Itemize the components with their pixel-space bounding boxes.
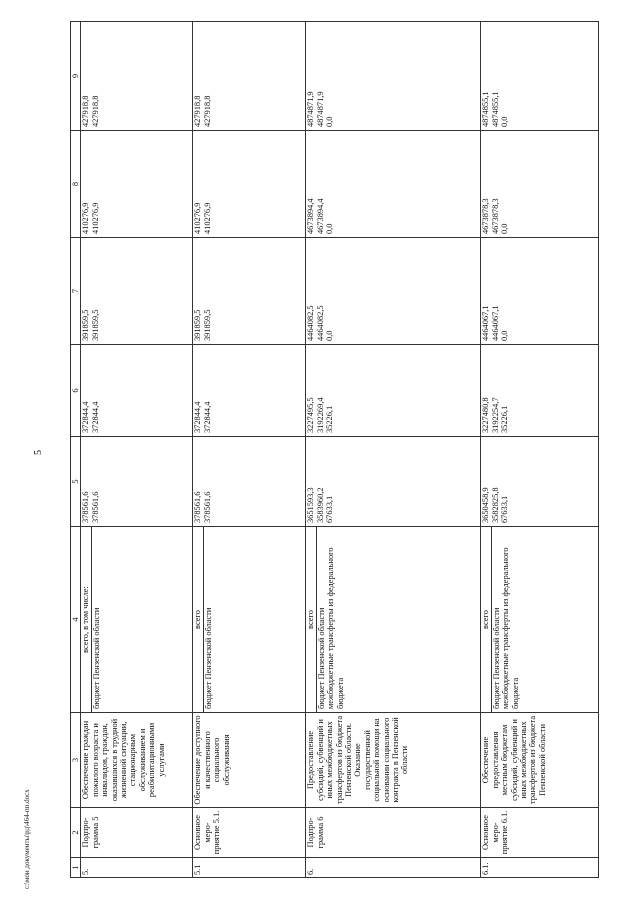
value-line: 4673878,3 xyxy=(490,198,500,234)
funding-source-label: бюджет Пензенской области xyxy=(316,607,326,709)
value-line: 35226,1 xyxy=(325,405,335,433)
budget-table xyxy=(70,21,599,878)
table-row xyxy=(193,22,306,878)
value-line: 372844,4 xyxy=(81,401,91,433)
value-line: 378561,6 xyxy=(193,491,203,523)
value-line: 4874871,9 xyxy=(315,91,325,127)
funding-source-label: межбюджетные трансферты из федерального бюджета xyxy=(501,547,520,709)
value-line: 410276,9 xyxy=(202,202,212,234)
value-line: 3650458,9 xyxy=(481,487,491,523)
value-line: 4464067,1 xyxy=(490,305,500,341)
value-cell xyxy=(481,238,599,345)
rotated-table-wrapper xyxy=(70,22,575,878)
value-line: 0,0 xyxy=(325,330,335,341)
value-cell xyxy=(81,131,193,238)
program-name-cell: Предоставление субсидий, субвенций и иных межбюджетных трансфертов из бюджета Пензенской области. Оказание государственной социальной помощи на основании социального контракта в Пензенской области xyxy=(306,713,481,808)
value-line: 427918,8 xyxy=(193,95,203,127)
value-cell xyxy=(81,238,193,345)
value-line: 4874871,9 xyxy=(306,91,316,127)
table-row xyxy=(481,22,599,878)
funding-source-cell xyxy=(193,527,306,713)
value-cell xyxy=(193,131,306,238)
value-line: 410276,9 xyxy=(90,202,100,234)
value-line: 3227480,8 xyxy=(481,397,491,433)
table-row xyxy=(306,22,481,878)
value-cell xyxy=(193,238,306,345)
program-type-cell: Основное меро-приятие 6.1. xyxy=(481,808,599,858)
value-line: 3227495,5 xyxy=(306,397,316,433)
value-line: 35226,1 xyxy=(500,405,510,433)
row-number-cell: 5.1 xyxy=(193,858,306,878)
funding-source-label: межбюджетные трансферты из федерального бюджета xyxy=(326,547,345,709)
program-name-cell: Обеспечение предоставления местным бюджетам субсидий, субвенций и иных межбюджетных трансфертов из бюджета Пензенской области xyxy=(481,713,599,808)
header-cell: 2 xyxy=(71,808,81,858)
value-cell xyxy=(81,22,193,131)
program-type-cell: Подпро-грамма 5 xyxy=(81,808,193,858)
header-row xyxy=(71,22,81,878)
funding-source-label: всего xyxy=(193,527,203,712)
value-cell xyxy=(481,437,599,527)
header-cell: 8 xyxy=(71,131,81,238)
table-row xyxy=(81,22,193,878)
row-number-cell: 6.1. xyxy=(481,858,599,878)
value-line: 4673894,4 xyxy=(306,198,316,234)
value-line: 391859,5 xyxy=(202,309,212,341)
value-cell xyxy=(306,238,481,345)
program-type-cell: Основное меро-приятие 5.1. xyxy=(193,808,306,858)
value-line: 372844,4 xyxy=(202,401,212,433)
header-cell: 7 xyxy=(71,238,81,345)
value-line: 372844,4 xyxy=(193,401,203,433)
value-line: 4464082,5 xyxy=(315,305,325,341)
header-cell: 6 xyxy=(71,345,81,437)
value-line: 427918,8 xyxy=(90,95,100,127)
page-number: 5 xyxy=(33,450,44,455)
file-path-footer: c:\мои документы\рд\464-пп.docx xyxy=(23,789,31,889)
value-cell xyxy=(481,131,599,238)
funding-source-label: бюджет Пензенской области xyxy=(203,607,213,709)
value-line: 3192254,7 xyxy=(490,397,500,433)
value-line: 410276,9 xyxy=(193,202,203,234)
header-cell: 3 xyxy=(71,713,81,808)
funding-source-cell xyxy=(306,527,481,713)
value-line: 427918,8 xyxy=(81,95,91,127)
value-line: 427918,8 xyxy=(202,95,212,127)
value-line: 391859,5 xyxy=(90,309,100,341)
funding-source-cell xyxy=(481,527,599,713)
value-line: 3582825,8 xyxy=(490,487,500,523)
program-name-cell: Обеспечение доступного и качественного социального обслуживания xyxy=(193,713,306,808)
value-cell xyxy=(306,131,481,238)
funding-source-label: бюджет Пензенской области xyxy=(91,607,101,709)
value-line: 0,0 xyxy=(500,116,510,127)
value-cell xyxy=(193,345,306,437)
value-cell xyxy=(306,345,481,437)
program-type-cell: Подпро-грамма 6 xyxy=(306,808,481,858)
value-line: 4874855,1 xyxy=(481,91,491,127)
value-line: 3583960,2 xyxy=(315,487,325,523)
value-line: 4464067,1 xyxy=(481,305,491,341)
value-cell xyxy=(81,345,193,437)
value-line: 0,0 xyxy=(500,330,510,341)
row-number-cell: 6. xyxy=(306,858,481,878)
value-cell xyxy=(81,437,193,527)
funding-source-label: бюджет Пензенской области xyxy=(491,607,501,709)
funding-source-label: всего xyxy=(481,527,491,712)
value-line: 4673894,4 xyxy=(315,198,325,234)
value-line: 391859,5 xyxy=(193,309,203,341)
value-line: 372844,4 xyxy=(90,401,100,433)
funding-source-label: всего, в том числе: xyxy=(81,527,91,712)
value-cell xyxy=(193,22,306,131)
program-name-cell: Обеспечение граждан пожилого возраста и инвалидов, граждан, оказавшихся в трудной жизненной ситуации, стационарным обслуживанием и реабилитационными услугами xyxy=(81,713,193,808)
value-cell xyxy=(306,437,481,527)
value-line: 378561,6 xyxy=(202,491,212,523)
value-line: 67633,1 xyxy=(500,495,510,523)
header-cell: 9 xyxy=(71,22,81,131)
value-line: 378561,6 xyxy=(90,491,100,523)
value-line: 0,0 xyxy=(325,223,335,234)
value-line: 391859,5 xyxy=(81,309,91,341)
funding-source-label: всего xyxy=(306,527,316,712)
header-cell: 1 xyxy=(71,858,81,878)
value-line: 4673878,3 xyxy=(481,198,491,234)
header-cell: 5 xyxy=(71,437,81,527)
value-line: 410276,9 xyxy=(81,202,91,234)
value-line: 3192269,4 xyxy=(315,397,325,433)
value-line: 0,0 xyxy=(325,116,335,127)
value-cell xyxy=(481,22,599,131)
header-cell: 4 xyxy=(71,527,81,713)
value-line: 4874855,1 xyxy=(490,91,500,127)
funding-source-cell xyxy=(81,527,193,713)
value-line: 67633,1 xyxy=(325,495,335,523)
value-line: 3651593,3 xyxy=(306,487,316,523)
value-line: 378561,6 xyxy=(81,491,91,523)
value-cell xyxy=(306,22,481,131)
value-cell xyxy=(481,345,599,437)
value-line: 4464082,5 xyxy=(306,305,316,341)
value-line: 0,0 xyxy=(500,223,510,234)
row-number-cell: 5. xyxy=(81,858,193,878)
value-cell xyxy=(193,437,306,527)
